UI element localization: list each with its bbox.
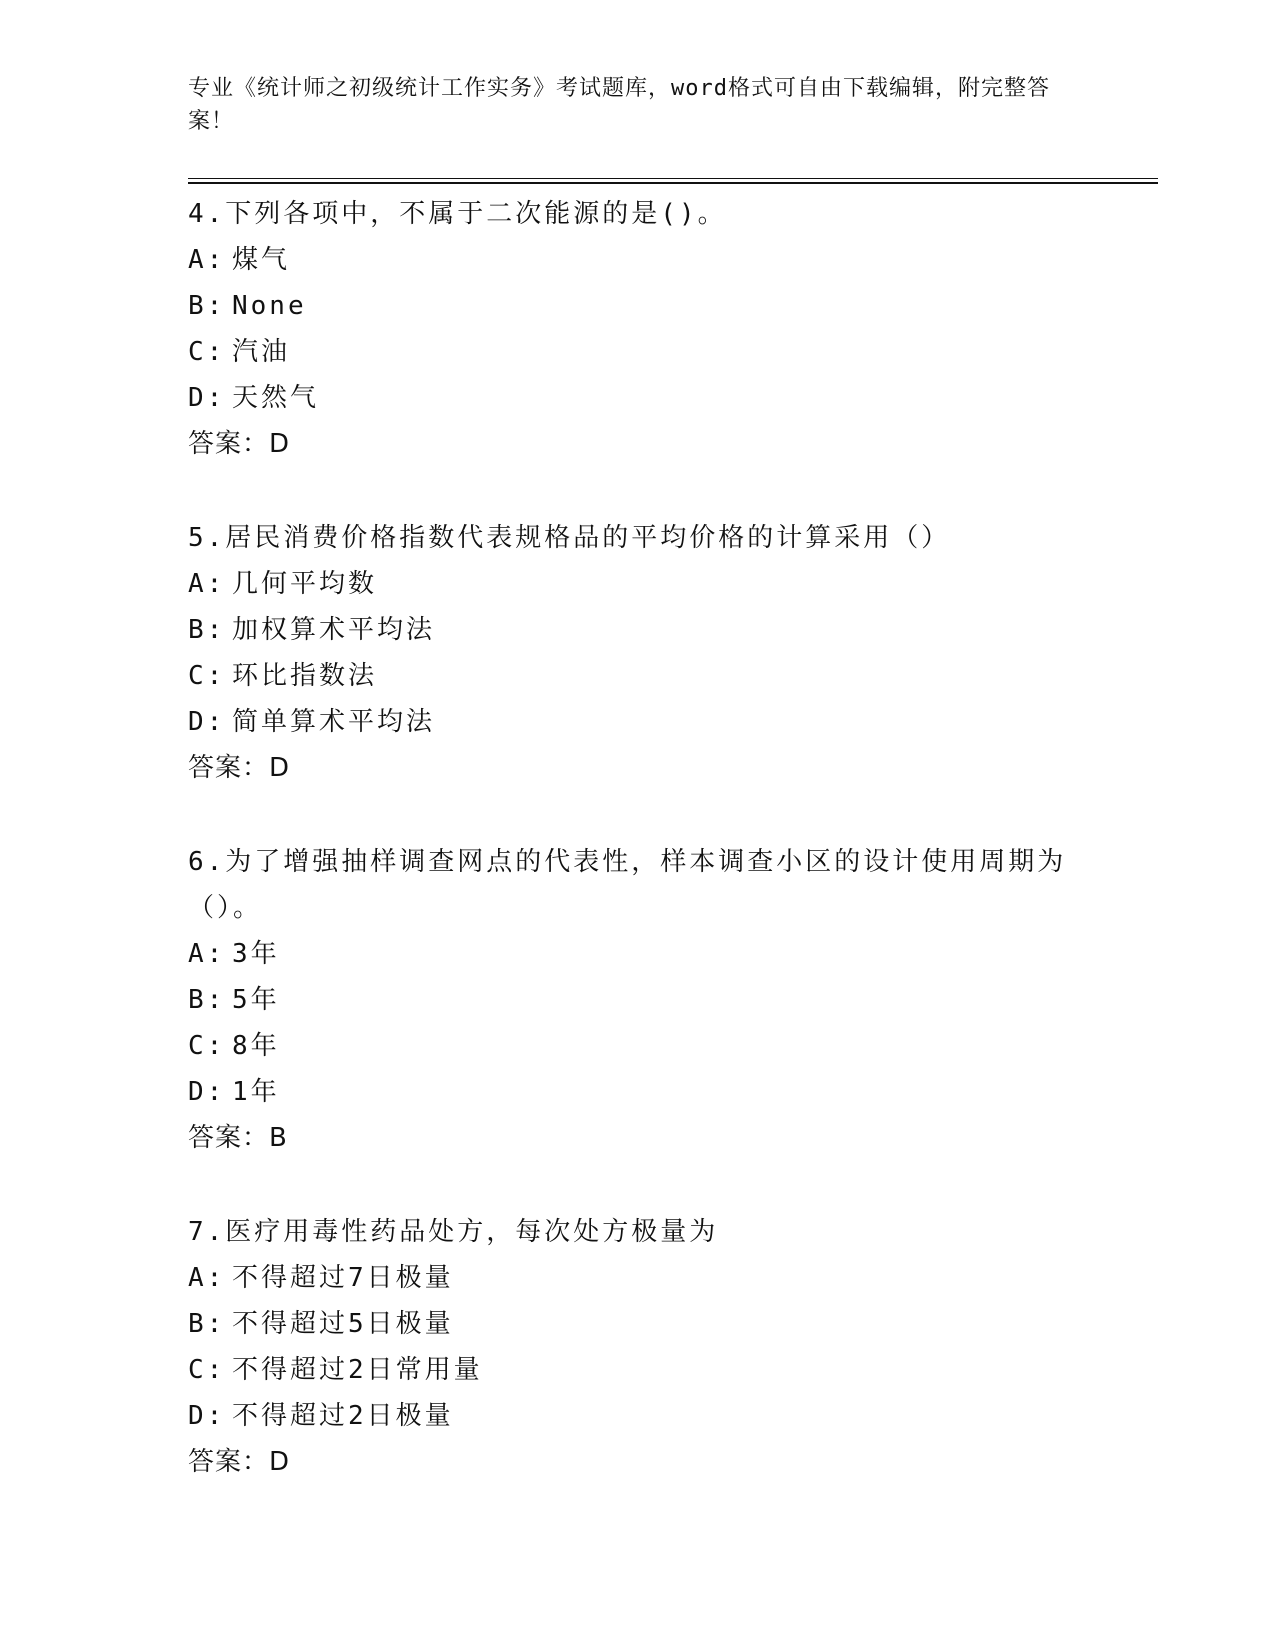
option-text: 5年 [232, 985, 280, 1015]
option-d [188, 1069, 1088, 1115]
question-stem: 6.为了增强抽样调查网点的代表性，样本调查小区的设计使用周期为（）。 [188, 847, 1067, 923]
option-text: 加权算术平均法 [232, 615, 436, 645]
option-d [188, 699, 1088, 745]
option-key: C: [188, 1031, 226, 1061]
question-7 [188, 1209, 1088, 1485]
option-text: 汽油 [232, 337, 291, 367]
option-a [188, 561, 1088, 607]
option-text: 8年 [232, 1031, 280, 1061]
option-a [188, 931, 1088, 977]
option-text: 不得超过7日极量 [232, 1263, 454, 1293]
option-key: A: [188, 569, 226, 599]
option-text: 环比指数法 [232, 661, 378, 691]
option-b [188, 283, 1088, 329]
option-text: 简单算术平均法 [232, 707, 436, 737]
option-c [188, 329, 1088, 375]
option-c [188, 1347, 1088, 1393]
answer: 答案：D [188, 753, 291, 783]
option-b [188, 1301, 1088, 1347]
question-list [188, 191, 1088, 1533]
option-key: D: [188, 383, 226, 413]
option-text: 3年 [232, 939, 280, 969]
option-key: C: [188, 1355, 226, 1385]
option-key: D: [188, 1077, 226, 1107]
question-stem: 4.下列各项中，不属于二次能源的是()。 [188, 199, 727, 229]
header-divider-thin [188, 178, 1158, 179]
option-d [188, 1393, 1088, 1439]
option-a [188, 237, 1088, 283]
option-key: B: [188, 1309, 226, 1339]
option-key: B: [188, 985, 226, 1015]
option-text: 1年 [232, 1077, 280, 1107]
option-key: A: [188, 939, 226, 969]
option-a [188, 1255, 1088, 1301]
header-divider-thick [188, 182, 1158, 184]
option-text: None [232, 291, 307, 321]
question-stem: 5.居民消费价格指数代表规格品的平均价格的计算采用（） [188, 523, 951, 553]
option-key: D: [188, 707, 226, 737]
option-key: D: [188, 1401, 226, 1431]
option-key: B: [188, 291, 226, 321]
option-text: 不得超过5日极量 [232, 1309, 454, 1339]
option-key: A: [188, 1263, 226, 1293]
option-key: C: [188, 661, 226, 691]
option-b [188, 607, 1088, 653]
option-c [188, 1023, 1088, 1069]
option-text: 不得超过2日极量 [232, 1401, 454, 1431]
option-key: A: [188, 245, 226, 275]
question-5 [188, 515, 1088, 791]
question-stem: 7.医疗用毒性药品处方，每次处方极量为 [188, 1217, 719, 1247]
answer: 答案：D [188, 1447, 291, 1477]
answer: 答案：D [188, 429, 291, 459]
option-b [188, 977, 1088, 1023]
option-key: B: [188, 615, 226, 645]
answer: 答案：B [188, 1123, 288, 1153]
option-text: 不得超过2日常用量 [232, 1355, 483, 1385]
option-text: 天然气 [232, 383, 320, 413]
option-text: 几何平均数 [232, 569, 378, 599]
option-text: 煤气 [232, 245, 291, 275]
option-d [188, 375, 1088, 421]
question-4 [188, 191, 1088, 467]
option-key: C: [188, 337, 226, 367]
document-header: 专业《统计师之初级统计工作实务》考试题库，word格式可自由下载编辑，附完整答案！ [188, 76, 1050, 134]
option-c [188, 653, 1088, 699]
question-6 [188, 839, 1088, 1161]
